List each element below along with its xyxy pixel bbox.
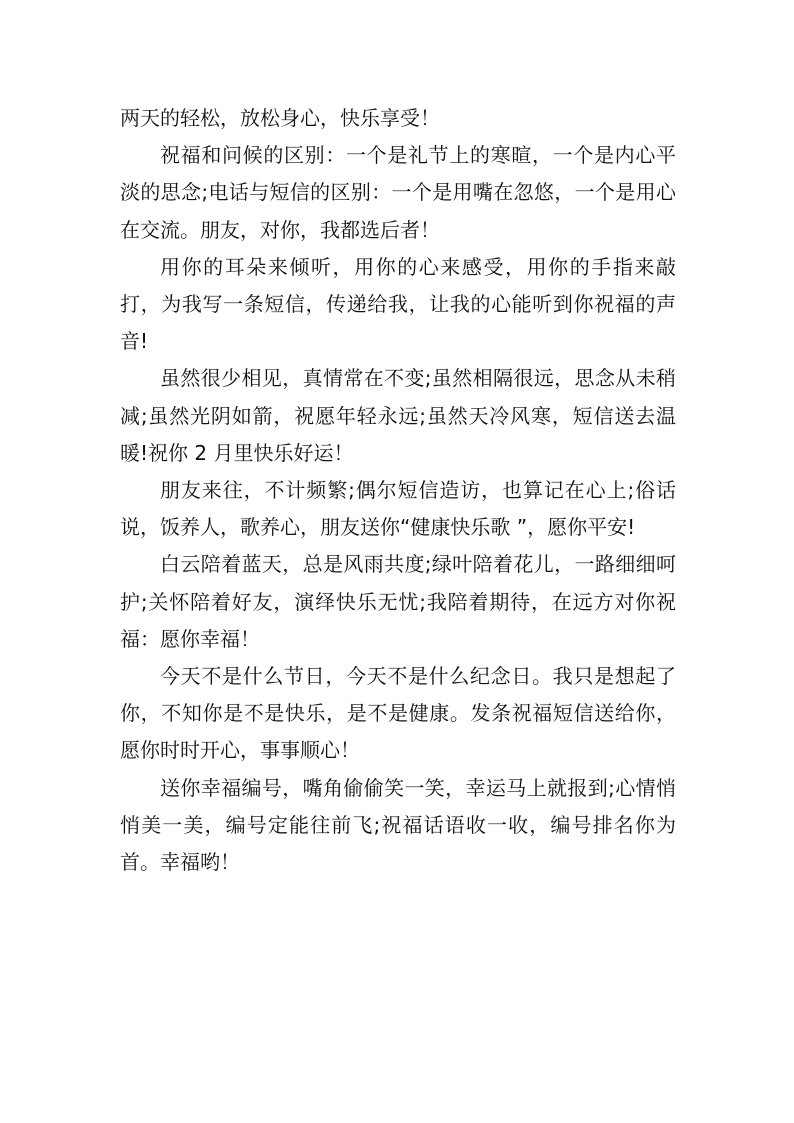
paragraph-4: 虽然很少相见，真情常在不变;虽然相隔很远，思念从未稍减;虽然光阴如箭，祝愿年轻永远;虽然天冷风寒，短信送去温暖!祝你 2 月里快乐好运！ [120, 366, 676, 465]
paragraph-7: 今天不是什么节日，今天不是什么纪念日。我只是想起了你，不知你是不是快乐，是不是健康。发条祝福短信送给你，愿你时时开心，事事顺心！ [120, 664, 676, 763]
paragraph-3: 用你的耳朵来倾听，用你的心来感受，用你的手指来敲打，为我写一条短信，传递给我，让我的心能听到你祝福的声音! [120, 254, 676, 354]
paragraph-5: 朋友来往，不计频繁;偶尔短信造访，也算记在心上;俗话说，饭养人，歌养心，朋友送你“健康快乐歌 ”，愿你平安! [120, 478, 676, 540]
paragraph-6: 白云陪着蓝天，总是风雨共度;绿叶陪着花儿，一路细细呵护;关怀陪着好友，演绎快乐无忧;我陪着期待，在远方对你祝福：愿你幸福！ [120, 552, 676, 651]
document-body [120, 100, 676, 881]
paragraph-2: 祝福和问候的区别：一个是礼节上的寒暄，一个是内心平淡的思念;电话与短信的区别：一个是用嘴在忽悠，一个是用心在交流。朋友，对你，我都选后者！ [120, 143, 676, 242]
paragraph-8: 送你幸福编号，嘴角偷偷笑一笑，幸运马上就报到;心情悄悄美一美，编号定能往前飞;祝福话语收一收，编号排名你为首。幸福哟！ [120, 775, 676, 875]
paragraph-1: 两天的轻松，放松身心，快乐享受！ [120, 106, 440, 130]
